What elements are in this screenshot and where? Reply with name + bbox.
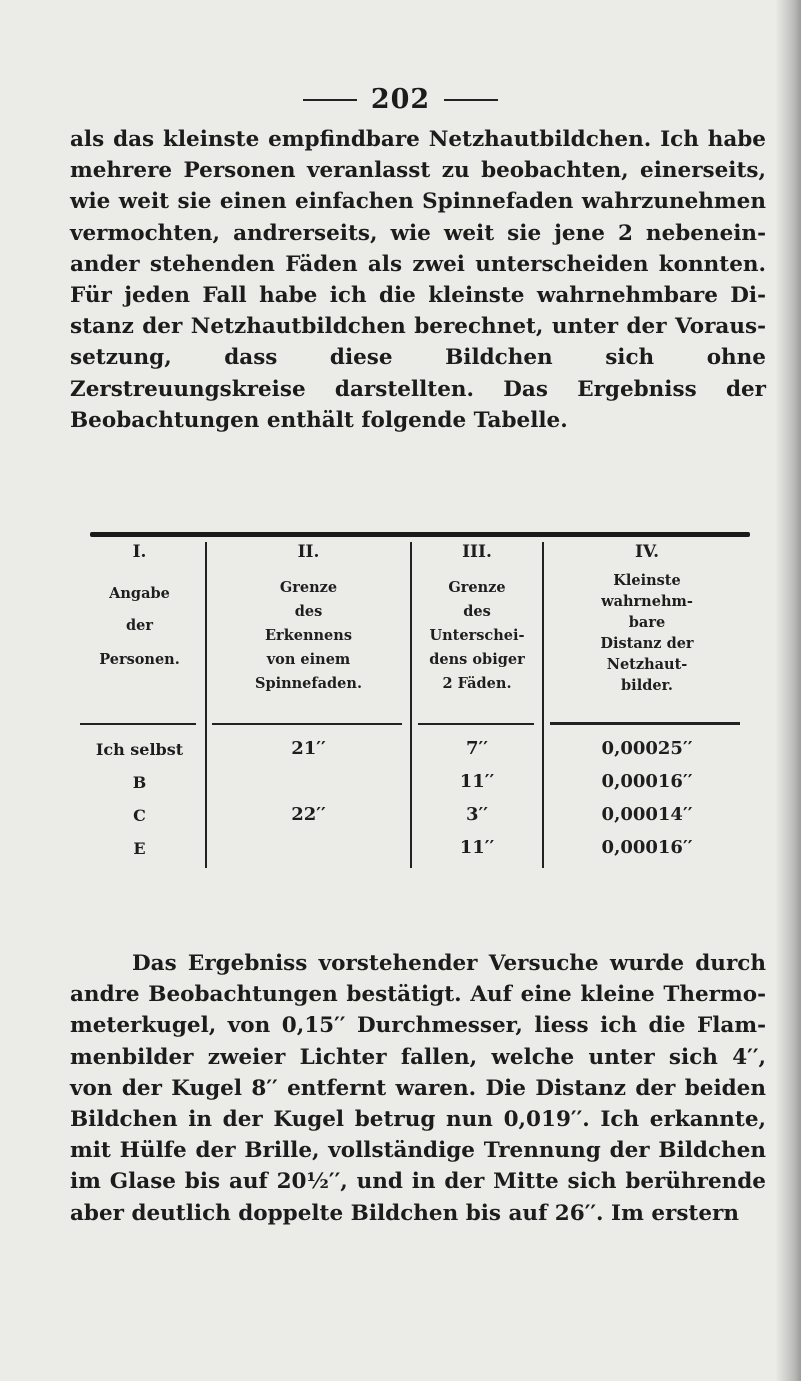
- cell-spinnefaden: 21′′: [291, 738, 326, 759]
- header-dash-right: [444, 99, 498, 101]
- cell-zwei-faeden: 3′′: [465, 804, 489, 825]
- header-line: Netzhaut-: [606, 656, 688, 673]
- text-line: folgende Tabelle.: [361, 407, 568, 433]
- text-line: mehrere Personen veranlasst zu beobachten, einerseits,: [70, 158, 766, 184]
- text-line: wie weit sie einen einfachen Spinnefaden wahrzunehmen: [70, 189, 766, 215]
- header-rule: [550, 722, 740, 725]
- table-top-rule: [90, 532, 750, 537]
- column-roman: III.: [462, 542, 492, 562]
- header-line: Grenze: [448, 579, 506, 596]
- column-roman: IV.: [634, 542, 660, 562]
- header-line: Grenze: [279, 579, 338, 596]
- cell-person: Ich selbst: [95, 740, 184, 759]
- text-line: Bildchen in der Kugel betrug nun 0,019′′. Ich erkannte,: [70, 1107, 766, 1133]
- header-dash-left: [303, 99, 357, 101]
- page-edge-shadow: [775, 0, 801, 1381]
- cell-zwei-faeden: 11′′: [459, 771, 495, 792]
- header-line: Erkennens: [265, 627, 352, 644]
- header-line: wahrnehm-: [601, 593, 693, 610]
- text-line: Für jeden Fall habe ich die kleinste wahrnehmbare Di-: [70, 283, 766, 309]
- text-line: ander stehenden Fäden als zwei unterscheiden konnten.: [70, 251, 766, 277]
- header-line: der: [125, 617, 153, 634]
- cell-zwei-faeden: 11′′: [459, 837, 495, 858]
- column-roman: II.: [297, 542, 320, 562]
- column-header-distanz: [544, 542, 750, 718]
- data-table: [74, 532, 750, 868]
- text-line: stanz der Netzhautbildchen berechnet, unter der Voraus-: [70, 314, 766, 340]
- header-rule: [418, 723, 534, 725]
- header-line: Kleinste: [613, 572, 681, 589]
- cell-distanz: 0,00014′′: [601, 804, 693, 825]
- text-line: aber deutlich doppelte Bildchen bis auf 26′′. Im erstern: [70, 1200, 739, 1226]
- header-line: des: [463, 603, 491, 620]
- paragraph-top: [70, 124, 766, 436]
- header-line: Distanz der: [600, 635, 694, 652]
- text-line: von der Kugel 8′′ entfernt waren. Die Distanz der beiden: [70, 1075, 766, 1101]
- cell-distanz: 0,00025′′: [601, 738, 693, 759]
- header-rule: [80, 723, 196, 725]
- paragraph-bottom: [70, 948, 766, 1229]
- cell-person: C: [133, 806, 146, 825]
- column-header-spinnefaden: [207, 542, 410, 718]
- text-line: darstellten. Das Ergebniss der Beobachtungen enthält: [70, 376, 766, 433]
- cell-distanz: 0,00016′′: [601, 837, 693, 858]
- header-line: Angabe: [109, 585, 170, 602]
- cell-person: B: [132, 773, 147, 792]
- header-rule: [212, 723, 402, 725]
- page-number: 202: [370, 84, 431, 115]
- text-line: meterkugel, von 0,15′′ Durchmesser, liess ich die Flam-: [70, 1013, 766, 1039]
- cell-zwei-faeden: 7′′: [465, 738, 489, 759]
- column-header-persons: [74, 542, 205, 718]
- header-line: 2 Fäden.: [442, 675, 512, 692]
- cell-distanz: 0,00016′′: [601, 771, 693, 792]
- text-line: setzung, dass diese Bildchen sich ohne Zerstreuungskreise: [70, 345, 766, 402]
- header-line: des: [294, 603, 323, 620]
- text-line: im Glase bis auf 20½′′, und in der Mitte sich berührende: [70, 1169, 766, 1195]
- header-line: dens obiger: [429, 651, 525, 668]
- header-line: bilder.: [621, 677, 673, 694]
- text-line: Das Ergebniss vorstehender Versuche wurde durch: [132, 951, 766, 976]
- text-line: als das kleinste empfindbare Netzhautbildchen. Ich habe: [70, 127, 766, 152]
- header-line: Unterschei-: [429, 627, 525, 644]
- header-line: Personen.: [99, 651, 180, 668]
- cell-person: E: [133, 839, 146, 858]
- header-line: bare: [628, 614, 666, 631]
- text-line: mit Hülfe der Brille, vollständige Trennung der Bildchen: [70, 1138, 766, 1164]
- header-line: von einem: [266, 651, 351, 668]
- text-line: menbilder zweier Lichter fallen, welche unter sich 4′′,: [70, 1044, 766, 1070]
- column-roman: I.: [132, 542, 147, 562]
- page-header: [0, 84, 801, 115]
- cell-spinnefaden: 22′′: [291, 804, 326, 825]
- text-line: vermochten, andrerseits, wie weit sie jene 2 nebenein-: [70, 220, 766, 246]
- text-line: andre Beobachtungen bestätigt. Auf eine kleine Thermo-: [70, 982, 766, 1008]
- column-header-zwei-faeden: [412, 542, 542, 718]
- header-line: Spinnefaden.: [254, 675, 362, 692]
